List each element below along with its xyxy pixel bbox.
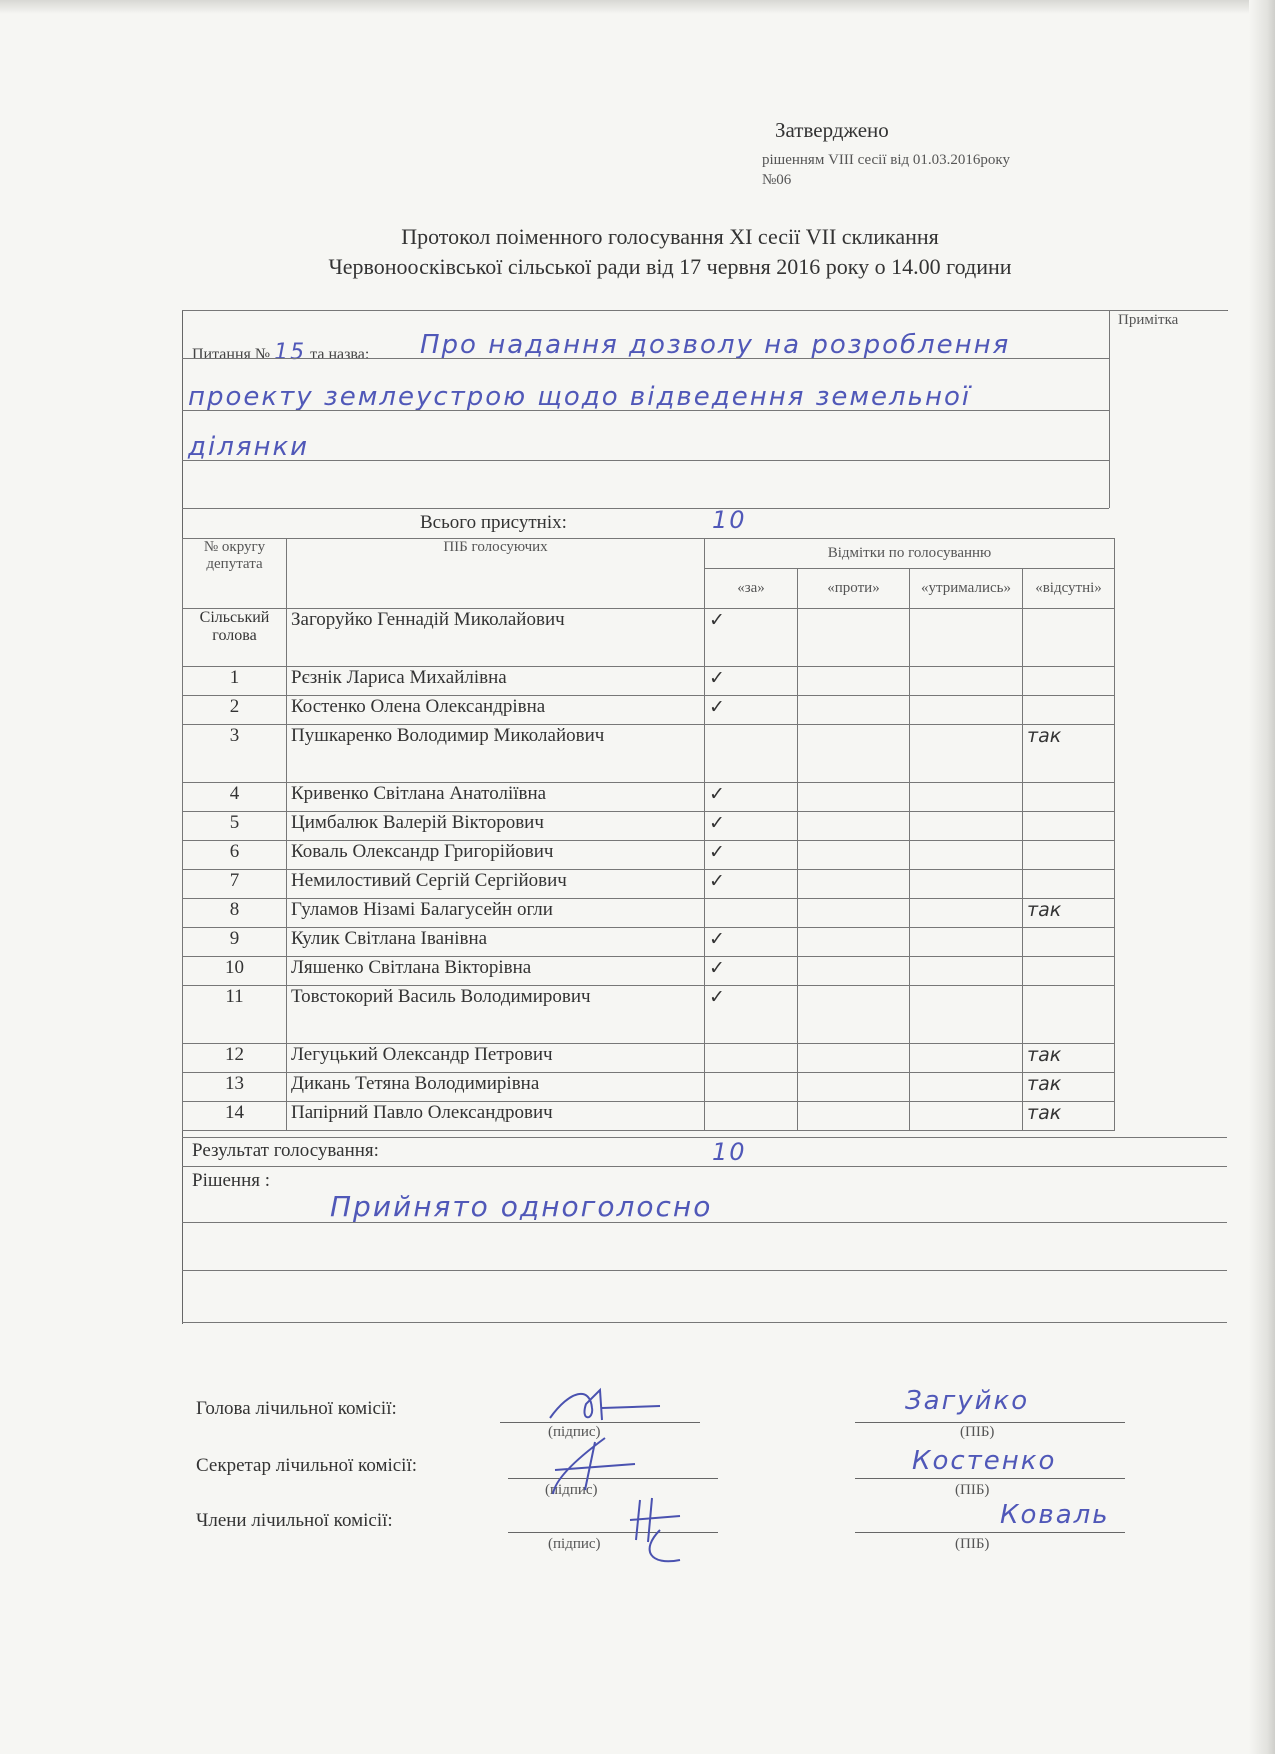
note-label: Примітка — [1118, 312, 1179, 328]
chair-name: Загуйко — [905, 1386, 1030, 1416]
protocol-title — [200, 222, 1140, 282]
abstain-mark-cell — [910, 1073, 1023, 1102]
district-cell: 3 — [183, 725, 287, 783]
vote-row — [183, 957, 1115, 986]
question-rule-1 — [182, 358, 1109, 359]
vote-row — [183, 1102, 1115, 1131]
district-cell: 14 — [183, 1102, 287, 1131]
present-label: Всього присутніх: — [420, 512, 567, 533]
absent-mark-cell — [1023, 841, 1115, 870]
district-cell: 13 — [183, 1073, 287, 1102]
absent-mark-cell — [1023, 783, 1115, 812]
abstain-mark-cell — [910, 899, 1023, 928]
district-cell: Сільський голова — [183, 609, 287, 667]
abstain-mark-cell — [910, 870, 1023, 899]
vote-row — [183, 696, 1115, 725]
secretary-name: Костенко — [912, 1446, 1057, 1476]
abstain-mark-cell — [910, 609, 1023, 667]
members-signature-caption: (підпис) — [548, 1536, 601, 1552]
for-mark-cell — [705, 725, 798, 783]
chair-signature-caption: (підпис) — [548, 1424, 601, 1440]
name-cell: Ляшенко Світлана Вікторівна — [287, 957, 705, 986]
against-mark-cell — [798, 957, 910, 986]
question-rule-2 — [182, 410, 1109, 411]
abstain-mark-cell — [910, 667, 1023, 696]
for-mark-cell: ✓ — [705, 696, 798, 725]
for-mark-cell: ✓ — [705, 783, 798, 812]
member-signature — [620, 1490, 710, 1570]
protocol-title-line-2: Червоноосківської сільської ради від 17 червня 2016 року о 14.00 години — [328, 254, 1012, 279]
against-mark-cell — [798, 783, 910, 812]
for-mark-cell: ✓ — [705, 957, 798, 986]
for-mark-cell — [705, 1044, 798, 1073]
name-cell: Товстокорий Василь Володимирович — [287, 986, 705, 1044]
secretary-name-caption: (ПІБ) — [955, 1482, 990, 1498]
district-cell: 12 — [183, 1044, 287, 1073]
district-cell: 8 — [183, 899, 287, 928]
question-number: 15 — [274, 340, 307, 365]
chair-name-caption: (ПІБ) — [960, 1424, 995, 1440]
question-rule-3 — [182, 460, 1109, 461]
name-cell: Цимбалюк Валерій Вікторович — [287, 812, 705, 841]
against-mark-cell — [798, 812, 910, 841]
vote-row — [183, 899, 1115, 928]
absent-mark-cell: так — [1023, 1073, 1115, 1102]
approval-line-2: №06 — [762, 172, 792, 188]
against-mark-cell — [798, 1044, 910, 1073]
approval-line-1: рішенням VIII сесії від 01.03.2016року — [762, 152, 1010, 168]
district-cell: 7 — [183, 870, 287, 899]
district-cell: 4 — [183, 783, 287, 812]
district-cell: 9 — [183, 928, 287, 957]
result-row-top — [182, 1137, 1227, 1138]
vote-row — [183, 986, 1115, 1044]
name-cell: Загоруйко Геннадій Миколайович — [287, 609, 705, 667]
name-cell: Коваль Олександр Григорійович — [287, 841, 705, 870]
name-cell: Кривенко Світлана Анатоліївна — [287, 783, 705, 812]
question-text-line-3: ділянки — [188, 432, 310, 462]
abstain-mark-cell — [910, 841, 1023, 870]
decision-row-top — [182, 1166, 1227, 1167]
absent-mark-cell — [1023, 812, 1115, 841]
district-cell: 6 — [183, 841, 287, 870]
decision-label: Рішення : — [192, 1170, 271, 1191]
for-mark-cell: ✓ — [705, 609, 798, 667]
question-text-line-1: Про надання дозволу на розроблення — [420, 330, 1011, 360]
abstain-mark-cell — [910, 928, 1023, 957]
frame-top-line — [182, 310, 1227, 311]
against-mark-cell — [798, 1102, 910, 1131]
vote-table — [182, 538, 1115, 1131]
vote-row — [183, 1044, 1115, 1073]
paper-right-edge — [1249, 0, 1275, 1754]
name-cell: Гуламов Нізамі Балагусейн огли — [287, 899, 705, 928]
question-label — [192, 340, 369, 365]
absent-mark-cell — [1023, 609, 1115, 667]
result-label: Результат голосування: — [192, 1140, 379, 1161]
absent-mark-cell — [1023, 667, 1115, 696]
for-mark-cell: ✓ — [705, 928, 798, 957]
absent-mark-cell: так — [1023, 725, 1115, 783]
name-cell: Легуцький Олександр Петрович — [287, 1044, 705, 1073]
vote-row — [183, 841, 1115, 870]
for-mark-cell: ✓ — [705, 812, 798, 841]
absent-mark-cell — [1023, 986, 1115, 1044]
members-name-line — [855, 1532, 1125, 1533]
name-cell: Дикань Тетяна Володимирівна — [287, 1073, 705, 1102]
question-label-prefix: Питання № — [192, 346, 271, 363]
district-cell: 2 — [183, 696, 287, 725]
vote-row — [183, 609, 1115, 667]
vote-row — [183, 812, 1115, 841]
abstain-column-header: «утримались» — [910, 569, 1023, 609]
district-cell: 5 — [183, 812, 287, 841]
absent-mark-cell: так — [1023, 1044, 1115, 1073]
chair-signature — [540, 1380, 670, 1430]
name-cell: Пушкаренко Володимир Миколайович — [287, 725, 705, 783]
against-mark-cell — [798, 667, 910, 696]
abstain-mark-cell — [910, 1044, 1023, 1073]
against-mark-cell — [798, 841, 910, 870]
absent-mark-cell — [1023, 957, 1115, 986]
protocol-title-line-1: Протокол поіменного голосування XI сесії VII скликання — [401, 224, 939, 249]
for-mark-cell — [705, 1102, 798, 1131]
abstain-mark-cell — [910, 1102, 1023, 1131]
chair-label: Голова лічильної комісії: — [196, 1398, 397, 1419]
members-label: Члени лічильної комісії: — [196, 1510, 393, 1531]
against-column-header: «проти» — [798, 569, 910, 609]
name-cell: Кулик Світлана Іванівна — [287, 928, 705, 957]
paper-top-edge — [0, 0, 1275, 14]
district-cell: 11 — [183, 986, 287, 1044]
district-cell: 1 — [183, 667, 287, 696]
against-mark-cell — [798, 1073, 910, 1102]
decision-rule-2 — [182, 1270, 1227, 1271]
against-mark-cell — [798, 986, 910, 1044]
against-mark-cell — [798, 928, 910, 957]
question-text-line-2: проекту землеустрою щодо відведення земельної — [188, 382, 972, 412]
district-column-header: № округу депутата — [183, 539, 287, 609]
question-label-suffix: та назва: — [310, 346, 370, 363]
against-mark-cell — [798, 725, 910, 783]
abstain-mark-cell — [910, 957, 1023, 986]
against-mark-cell — [798, 870, 910, 899]
decision-value: Прийнято одноголосно — [330, 1190, 713, 1223]
for-mark-cell: ✓ — [705, 667, 798, 696]
abstain-mark-cell — [910, 986, 1023, 1044]
abstain-mark-cell — [910, 725, 1023, 783]
for-mark-cell: ✓ — [705, 986, 798, 1044]
for-mark-cell: ✓ — [705, 841, 798, 870]
district-cell: 10 — [183, 957, 287, 986]
frame-bottom-line — [182, 1322, 1227, 1323]
secretary-label: Секретар лічильної комісії: — [196, 1455, 418, 1476]
against-mark-cell — [798, 899, 910, 928]
vote-row — [183, 725, 1115, 783]
chair-name-line — [855, 1422, 1125, 1423]
member-name: Коваль — [1000, 1500, 1110, 1530]
absent-column-header: «відсутні» — [1023, 569, 1115, 609]
absent-mark-cell: так — [1023, 899, 1115, 928]
vote-row — [183, 1073, 1115, 1102]
against-mark-cell — [798, 609, 910, 667]
name-cell: Рєзнік Лариса Михайлівна — [287, 667, 705, 696]
present-value: 10 — [712, 506, 747, 534]
against-mark-cell — [798, 696, 910, 725]
vote-row — [183, 667, 1115, 696]
vote-row — [183, 870, 1115, 899]
decision-rule-1 — [182, 1222, 1227, 1223]
name-cell: Костенко Олена Олександрівна — [287, 696, 705, 725]
name-cell: Немилостивий Сергій Сергійович — [287, 870, 705, 899]
secretary-name-line — [855, 1478, 1125, 1479]
marks-column-header: Відмітки по голосуванню — [705, 539, 1115, 569]
abstain-mark-cell — [910, 812, 1023, 841]
absent-mark-cell: так — [1023, 1102, 1115, 1131]
approval-title: Затверджено — [775, 118, 889, 142]
result-value: 10 — [712, 1138, 747, 1166]
note-column-divider — [1109, 310, 1110, 508]
vote-row — [183, 928, 1115, 957]
present-row-top — [182, 508, 1109, 509]
absent-mark-cell — [1023, 928, 1115, 957]
for-mark-cell — [705, 1073, 798, 1102]
abstain-mark-cell — [910, 783, 1023, 812]
for-mark-cell: ✓ — [705, 870, 798, 899]
absent-mark-cell — [1023, 870, 1115, 899]
vote-rows — [183, 609, 1115, 1131]
abstain-mark-cell — [910, 696, 1023, 725]
absent-mark-cell — [1023, 696, 1115, 725]
approval-reference — [762, 150, 1010, 190]
secretary-signature-caption: (підпис) — [545, 1482, 598, 1498]
vote-row — [183, 783, 1115, 812]
for-mark-cell — [705, 899, 798, 928]
name-column-header: ПІБ голосуючих — [287, 539, 705, 609]
for-column-header: «за» — [705, 569, 798, 609]
members-name-caption: (ПІБ) — [955, 1536, 990, 1552]
name-cell: Папірний Павло Олександрович — [287, 1102, 705, 1131]
